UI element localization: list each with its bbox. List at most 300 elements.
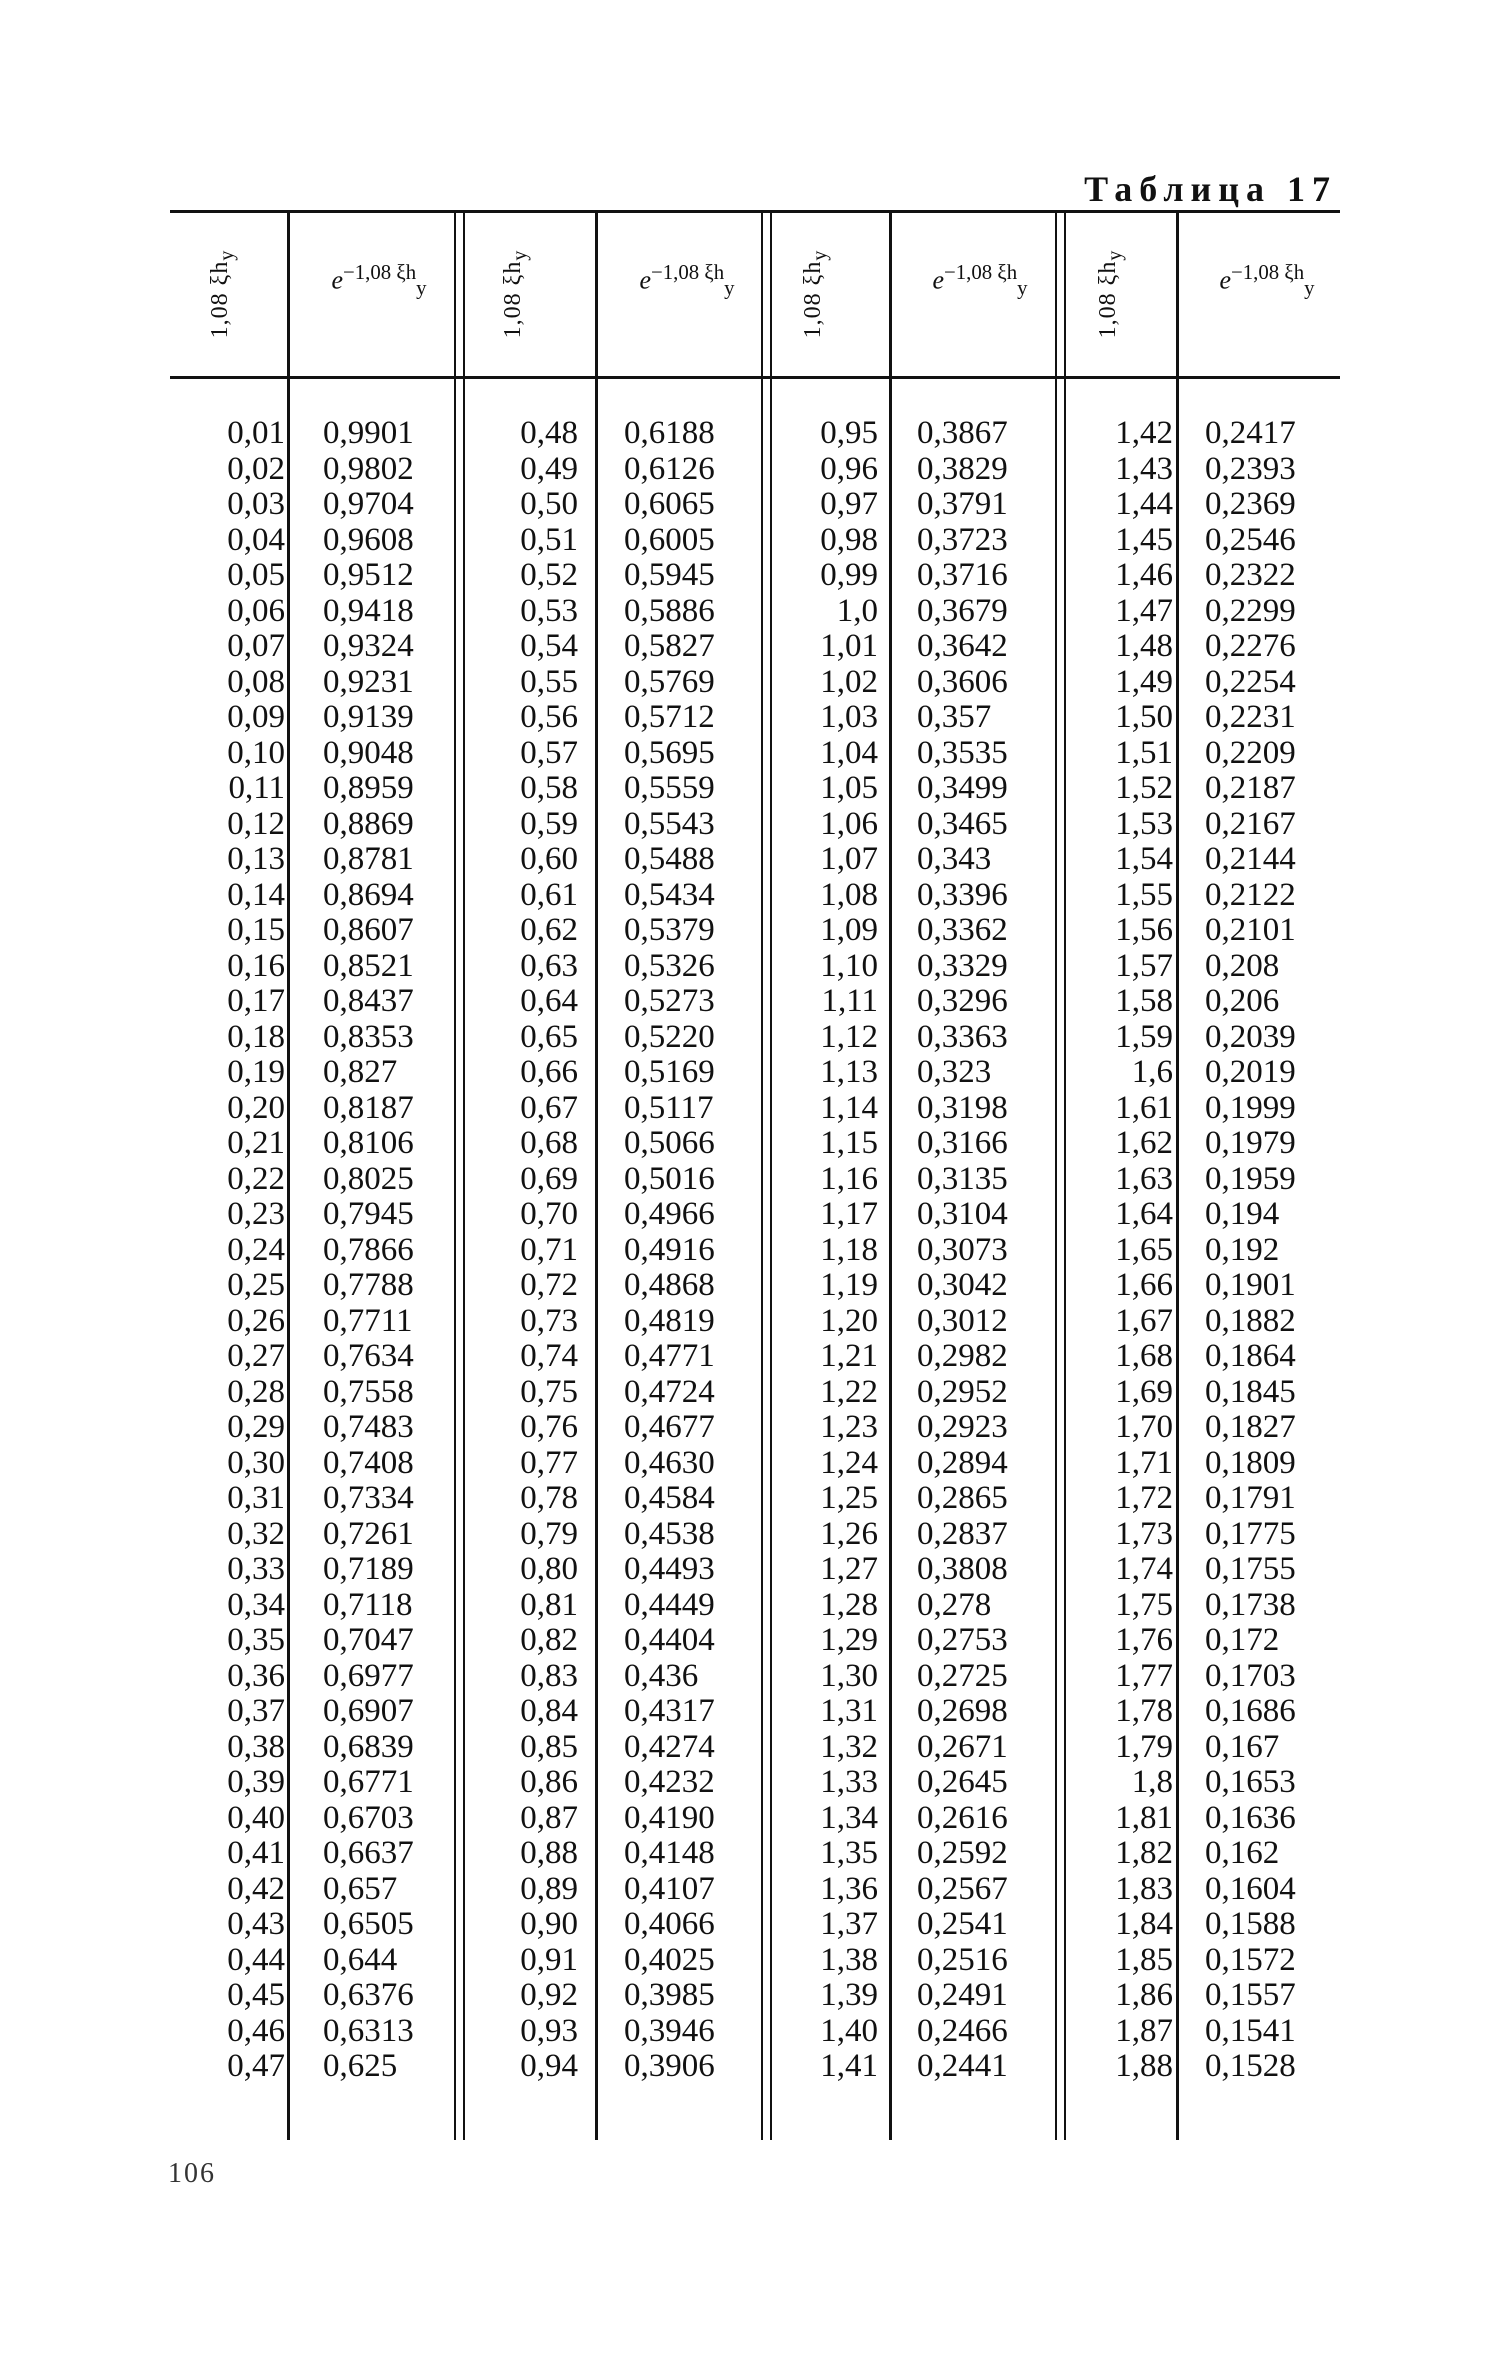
function-value-cell: 0,2616	[917, 1799, 1008, 1836]
argument-cell: 0,81	[520, 1586, 578, 1623]
argument-cell: 0,48	[520, 415, 578, 451]
function-value-cell: 0,1557	[1205, 1977, 1296, 2013]
argument-cell: 1,20	[820, 1302, 878, 1339]
function-value-cell: 0,2725	[917, 1657, 1008, 1694]
function-value-cell: 0,167	[1205, 1728, 1280, 1765]
function-value-cell: 0,3198	[917, 1089, 1008, 1126]
function-value-cell: 0,3791	[917, 486, 1008, 522]
function-value-cell: 0,1541	[1205, 2012, 1296, 2049]
function-value-cell: 0,5695	[624, 734, 715, 771]
function-value-cell: 0,3946	[624, 2012, 715, 2049]
function-value-cell: 0,5769	[624, 663, 715, 700]
argument-cell: 0,51	[520, 521, 578, 558]
argument-cell: 0,45	[227, 1977, 285, 2013]
argument-cell: 0,46	[227, 2012, 285, 2049]
function-value-cell: 0,8694	[323, 876, 414, 913]
function-column-header: $e^{-1,08 \xi h}_y$	[1219, 260, 1315, 300]
function-value-cell: 0,7189	[323, 1551, 414, 1587]
function-value-cell: 0,2209	[1205, 734, 1296, 771]
column-divider	[1176, 212, 1179, 2140]
argument-cell: 1,6	[1131, 1054, 1173, 1090]
argument-cell: 1,68	[1115, 1338, 1173, 1374]
function-value-cell: 0,2491	[917, 1977, 1008, 2013]
argument-cell: 0,35	[227, 1622, 285, 1658]
argument-cell: 0,71	[520, 1231, 578, 1268]
argument-cell: 0,59	[520, 805, 578, 842]
function-value-cell: 0,4493	[624, 1551, 715, 1587]
function-value-cell: 0,2753	[917, 1622, 1008, 1658]
argument-cell: 0,65	[520, 1018, 578, 1055]
argument-cell: 1,65	[1115, 1231, 1173, 1268]
argument-cell: 1,23	[820, 1409, 878, 1445]
function-value-cell: 0,4025	[624, 1941, 715, 1978]
function-value-cell: 0,5434	[624, 876, 715, 913]
column-divider	[889, 212, 892, 2140]
argument-header-label: 1,08 $\xi h_y$	[1095, 249, 1126, 339]
argument-header-label: 1,08 $\xi h_y$	[800, 249, 831, 339]
argument-cell: 1,66	[1115, 1267, 1173, 1303]
argument-cell: 0,23	[227, 1196, 285, 1232]
argument-cell: 0,98	[820, 521, 878, 558]
function-value-cell: 0,2923	[917, 1409, 1008, 1445]
argument-cell: 0,64	[520, 983, 578, 1019]
argument-cell: 1,28	[820, 1586, 878, 1623]
function-value-cell: 0,3135	[917, 1160, 1008, 1197]
argument-cell: 1,26	[820, 1515, 878, 1552]
function-value-cell: 0,2546	[1205, 521, 1296, 558]
argument-cell: 1,10	[820, 947, 878, 984]
function-value-cell: 0,2322	[1205, 557, 1296, 593]
argument-cell: 1,37	[820, 1906, 878, 1942]
function-value-cell: 0,436	[624, 1657, 699, 1694]
argument-cell: 1,53	[1115, 805, 1173, 842]
argument-cell: 0,60	[520, 841, 578, 877]
argument-cell: 1,09	[820, 912, 878, 948]
argument-cell: 1,15	[820, 1125, 878, 1161]
argument-cell: 1,49	[1115, 663, 1173, 700]
argument-cell: 0,75	[520, 1373, 578, 1410]
function-value-cell: 0,4966	[624, 1196, 715, 1232]
argument-column	[1073, 416, 1173, 2085]
argument-cell: 1,17	[820, 1196, 878, 1232]
argument-cell: 1,51	[1115, 734, 1173, 771]
function-value-cell: 0,2567	[917, 1870, 1008, 1907]
function-value-cell: 0,1809	[1205, 1444, 1296, 1481]
argument-cell: 0,07	[227, 628, 285, 664]
argument-cell: 0,12	[227, 805, 285, 842]
function-value-cell: 0,4449	[624, 1586, 715, 1623]
function-value-cell: 0,4819	[624, 1302, 715, 1339]
table-header-rule	[170, 376, 1340, 379]
argument-cell: 0,74	[520, 1338, 578, 1374]
argument-cell: 1,46	[1115, 557, 1173, 593]
function-value-cell: 0,6703	[323, 1799, 414, 1836]
function-value-cell: 0,1775	[1205, 1515, 1296, 1552]
function-value-cell: 0,1864	[1205, 1338, 1296, 1374]
argument-cell: 1,11	[821, 983, 878, 1019]
argument-cell: 0,37	[227, 1693, 285, 1729]
function-value-cell: 0,3867	[917, 415, 1008, 451]
argument-cell: 0,73	[520, 1302, 578, 1339]
function-value-cell: 0,7261	[323, 1515, 414, 1552]
argument-cell: 1,82	[1115, 1835, 1173, 1871]
argument-cell: 1,59	[1115, 1018, 1173, 1055]
function-value-column	[1205, 416, 1335, 2085]
function-value-cell: 0,5016	[624, 1160, 715, 1197]
function-value-cell: 0,1959	[1205, 1160, 1296, 1197]
function-value-cell: 0,8607	[323, 912, 414, 948]
function-value-cell: 0,2231	[1205, 699, 1296, 735]
argument-column	[478, 416, 578, 2085]
argument-cell: 0,93	[520, 2012, 578, 2049]
argument-cell: 0,31	[227, 1480, 285, 1516]
function-value-cell: 0,9139	[323, 699, 414, 735]
function-value-column	[624, 416, 754, 2085]
function-value-cell: 0,3499	[917, 770, 1008, 806]
argument-cell: 0,79	[520, 1515, 578, 1552]
function-value-cell: 0,2417	[1205, 415, 1296, 451]
function-value-cell: 0,2982	[917, 1338, 1008, 1374]
argument-cell: 0,30	[227, 1444, 285, 1481]
function-value-cell: 0,1572	[1205, 1941, 1296, 1978]
function-value-cell: 0,3042	[917, 1267, 1008, 1303]
function-value-cell: 0,9704	[323, 486, 414, 522]
function-value-cell: 0,3465	[917, 805, 1008, 842]
argument-cell: 1,36	[820, 1870, 878, 1907]
argument-cell: 1,72	[1115, 1480, 1173, 1516]
argument-cell: 1,31	[820, 1693, 878, 1729]
function-value-cell: 0,6771	[323, 1764, 414, 1800]
function-value-cell: 0,2276	[1205, 628, 1296, 664]
argument-cell: 1,39	[820, 1977, 878, 2013]
function-value-cell: 0,7788	[323, 1267, 414, 1303]
column-divider	[287, 212, 290, 2140]
function-value-cell: 0,5488	[624, 841, 715, 877]
argument-cell: 0,38	[227, 1728, 285, 1765]
argument-cell: 0,82	[520, 1622, 578, 1658]
function-value-cell: 0,5945	[624, 557, 715, 593]
function-value-cell: 0,9324	[323, 628, 414, 664]
function-value-cell: 0,1653	[1205, 1764, 1296, 1800]
function-value-cell: 0,5273	[624, 983, 715, 1019]
argument-cell: 0,43	[227, 1906, 285, 1942]
function-value-cell: 0,7483	[323, 1409, 414, 1445]
argument-cell: 1,67	[1115, 1302, 1173, 1339]
argument-cell: 0,69	[520, 1160, 578, 1197]
argument-cell: 1,06	[820, 805, 878, 842]
argument-cell: 1,63	[1115, 1160, 1173, 1197]
argument-cell: 0,22	[227, 1160, 285, 1197]
argument-cell: 1,55	[1115, 876, 1173, 913]
argument-column	[778, 416, 878, 2085]
argument-cell: 0,27	[227, 1338, 285, 1374]
argument-cell: 0,96	[820, 450, 878, 487]
argument-cell: 1,43	[1115, 450, 1173, 487]
function-value-cell: 0,2254	[1205, 663, 1296, 700]
argument-cell: 0,58	[520, 770, 578, 806]
argument-cell: 0,87	[520, 1799, 578, 1836]
function-value-cell: 0,7711	[323, 1302, 413, 1339]
argument-cell: 1,03	[820, 699, 878, 735]
function-value-cell: 0,3829	[917, 450, 1008, 487]
argument-cell: 1,14	[820, 1089, 878, 1126]
function-value-cell: 0,4771	[624, 1338, 715, 1374]
function-value-cell: 0,4724	[624, 1373, 715, 1410]
function-value-cell: 0,5712	[624, 699, 715, 735]
argument-cell: 0,53	[520, 592, 578, 629]
argument-cell: 1,58	[1115, 983, 1173, 1019]
function-column-header: $e^{-1,08 \xi h}_y$	[932, 260, 1028, 300]
argument-cell: 0,18	[227, 1018, 285, 1055]
argument-cell: 0,33	[227, 1551, 285, 1587]
argument-cell: 1,19	[820, 1267, 878, 1303]
function-value-cell: 0,8353	[323, 1018, 414, 1055]
argument-cell: 0,42	[227, 1870, 285, 1907]
argument-cell: 1,04	[820, 734, 878, 771]
argument-cell: 1,02	[820, 663, 878, 700]
argument-cell: 1,54	[1115, 841, 1173, 877]
function-value-cell: 0,1755	[1205, 1551, 1296, 1587]
argument-cell: 0,55	[520, 663, 578, 700]
function-value-cell: 0,4274	[624, 1728, 715, 1765]
argument-cell: 1,88	[1115, 2048, 1173, 2084]
function-value-cell: 0,3808	[917, 1551, 1008, 1587]
argument-cell: 1,45	[1115, 521, 1173, 558]
argument-cell: 0,08	[227, 663, 285, 700]
function-value-cell: 0,4630	[624, 1444, 715, 1481]
function-value-cell: 0,6907	[323, 1693, 414, 1729]
argument-cell: 1,18	[820, 1231, 878, 1268]
argument-cell: 0,62	[520, 912, 578, 948]
function-value-cell: 0,7118	[323, 1586, 413, 1623]
argument-cell: 0,57	[520, 734, 578, 771]
argument-cell: 1,85	[1115, 1941, 1173, 1978]
function-value-cell: 0,2837	[917, 1515, 1008, 1552]
argument-cell: 1,29	[820, 1622, 878, 1658]
function-value-cell: 0,5827	[624, 628, 715, 664]
function-value-cell: 0,6126	[624, 450, 715, 487]
function-value-cell: 0,644	[323, 1941, 398, 1978]
function-value-cell: 0,2039	[1205, 1018, 1296, 1055]
group-divider-double	[1055, 212, 1066, 2140]
argument-cell: 0,91	[520, 1941, 578, 1978]
argument-cell: 1,81	[1115, 1799, 1173, 1836]
argument-cell: 0,61	[520, 876, 578, 913]
function-value-cell: 0,4868	[624, 1267, 715, 1303]
function-value-cell: 0,5886	[624, 592, 715, 629]
argument-cell: 0,14	[227, 876, 285, 913]
function-value-cell: 0,172	[1205, 1622, 1280, 1658]
function-value-cell: 0,2894	[917, 1444, 1008, 1481]
argument-cell: 1,79	[1115, 1728, 1173, 1765]
argument-cell: 0,10	[227, 734, 285, 771]
function-value-cell: 0,6376	[323, 1977, 414, 2013]
argument-cell: 1,77	[1115, 1657, 1173, 1694]
function-value-column	[917, 416, 1047, 2085]
function-value-cell: 0,7866	[323, 1231, 414, 1268]
argument-cell: 0,05	[227, 557, 285, 593]
argument-cell: 0,26	[227, 1302, 285, 1339]
function-value-cell: 0,5326	[624, 947, 715, 984]
function-value-cell: 0,1703	[1205, 1657, 1296, 1694]
function-value-cell: 0,3073	[917, 1231, 1008, 1268]
function-value-cell: 0,657	[323, 1870, 398, 1907]
function-value-cell: 0,7945	[323, 1196, 414, 1232]
argument-cell: 0,15	[227, 912, 285, 948]
group-divider-double	[761, 212, 772, 2140]
argument-cell: 1,50	[1115, 699, 1173, 735]
function-value-cell: 0,2952	[917, 1373, 1008, 1410]
function-value-cell: 0,3606	[917, 663, 1008, 700]
argument-column-header	[1071, 224, 1151, 364]
function-value-cell: 0,8106	[323, 1125, 414, 1161]
argument-cell: 0,52	[520, 557, 578, 593]
argument-cell: 0,29	[227, 1409, 285, 1445]
argument-cell: 0,06	[227, 592, 285, 629]
argument-cell: 1,8	[1131, 1764, 1173, 1800]
function-value-cell: 0,206	[1205, 983, 1280, 1019]
function-value-cell: 0,3012	[917, 1302, 1008, 1339]
page-folio: 106	[168, 2158, 216, 2189]
argument-cell: 1,30	[820, 1657, 878, 1694]
argument-cell: 1,74	[1115, 1551, 1173, 1587]
argument-cell: 1,57	[1115, 947, 1173, 984]
function-value-cell: 0,4404	[624, 1622, 715, 1658]
argument-cell: 0,11	[228, 770, 285, 806]
function-value-cell: 0,1901	[1205, 1267, 1296, 1303]
argument-cell: 1,32	[820, 1728, 878, 1765]
function-value-cell: 0,3362	[917, 912, 1008, 948]
argument-cell: 0,50	[520, 486, 578, 522]
function-value-cell: 0,162	[1205, 1835, 1280, 1871]
function-value-cell: 0,1636	[1205, 1799, 1296, 1836]
argument-cell: 1,47	[1115, 592, 1173, 629]
function-value-cell: 0,278	[917, 1586, 992, 1623]
function-value-cell: 0,2865	[917, 1480, 1008, 1516]
function-value-cell: 0,5543	[624, 805, 715, 842]
function-value-cell: 0,9901	[323, 415, 414, 451]
argument-cell: 1,13	[820, 1054, 878, 1090]
argument-cell: 0,90	[520, 1906, 578, 1942]
argument-cell: 0,68	[520, 1125, 578, 1161]
argument-cell: 0,01	[227, 415, 285, 451]
function-value-cell: 0,7047	[323, 1622, 414, 1658]
function-value-cell: 0,4538	[624, 1515, 715, 1552]
function-column-header: $e^{-1,08 \xi h}_y$	[639, 260, 735, 300]
argument-header-label: 1,08 $\xi h_y$	[500, 249, 531, 339]
function-value-cell: 0,3329	[917, 947, 1008, 984]
argument-cell: 1,0	[836, 592, 878, 629]
argument-cell: 1,86	[1115, 1977, 1173, 2013]
argument-cell: 0,19	[227, 1054, 285, 1090]
argument-cell: 1,01	[820, 628, 878, 664]
function-value-cell: 0,2187	[1205, 770, 1296, 806]
function-value-cell: 0,2592	[917, 1835, 1008, 1871]
argument-cell: 1,08	[820, 876, 878, 913]
function-value-column	[323, 416, 453, 2085]
function-value-cell: 0,6977	[323, 1657, 414, 1694]
function-value-cell: 0,4107	[624, 1870, 715, 1907]
argument-cell: 0,99	[820, 557, 878, 593]
argument-column-header	[476, 224, 556, 364]
function-value-cell: 0,6065	[624, 486, 715, 522]
argument-cell: 1,12	[820, 1018, 878, 1055]
argument-cell: 0,40	[227, 1799, 285, 1836]
function-value-cell: 0,2393	[1205, 450, 1296, 487]
function-value-cell: 0,8187	[323, 1089, 414, 1126]
function-value-cell: 0,1882	[1205, 1302, 1296, 1339]
argument-cell: 0,80	[520, 1551, 578, 1587]
function-value-cell: 0,827	[323, 1054, 398, 1090]
argument-cell: 1,22	[820, 1373, 878, 1410]
argument-cell: 0,39	[227, 1764, 285, 1800]
function-value-cell: 0,9608	[323, 521, 414, 558]
function-column-header: $e^{-1,08 \xi h}_y$	[331, 260, 427, 300]
argument-cell: 0,86	[520, 1764, 578, 1800]
function-value-cell: 0,3535	[917, 734, 1008, 771]
function-value-cell: 0,3166	[917, 1125, 1008, 1161]
argument-cell: 1,62	[1115, 1125, 1173, 1161]
argument-cell: 0,20	[227, 1089, 285, 1126]
function-value-cell: 0,5066	[624, 1125, 715, 1161]
function-value-cell: 0,7558	[323, 1373, 414, 1410]
function-value-cell: 0,4317	[624, 1693, 715, 1729]
function-value-cell: 0,9802	[323, 450, 414, 487]
function-value-cell: 0,2671	[917, 1728, 1008, 1765]
function-value-cell: 0,1528	[1205, 2048, 1296, 2084]
function-value-cell: 0,3716	[917, 557, 1008, 593]
argument-cell: 1,76	[1115, 1622, 1173, 1658]
argument-cell: 1,84	[1115, 1906, 1173, 1942]
function-value-cell: 0,8437	[323, 983, 414, 1019]
function-value-cell: 0,1845	[1205, 1373, 1296, 1410]
function-value-cell: 0,2101	[1205, 912, 1296, 948]
function-value-cell: 0,2299	[1205, 592, 1296, 629]
argument-cell: 0,32	[227, 1515, 285, 1552]
argument-cell: 1,24	[820, 1444, 878, 1481]
argument-cell: 1,69	[1115, 1373, 1173, 1410]
argument-cell: 1,40	[820, 2012, 878, 2049]
argument-cell: 0,76	[520, 1409, 578, 1445]
function-value-cell: 0,2144	[1205, 841, 1296, 877]
argument-cell: 1,41	[820, 2048, 878, 2084]
argument-cell: 1,42	[1115, 415, 1173, 451]
argument-cell: 0,89	[520, 1870, 578, 1907]
function-value-cell: 0,7408	[323, 1444, 414, 1481]
argument-cell: 0,24	[227, 1231, 285, 1268]
function-value-cell: 0,5169	[624, 1054, 715, 1090]
function-value-cell: 0,323	[917, 1054, 992, 1090]
function-value-cell: 0,4584	[624, 1480, 715, 1516]
function-value-cell: 0,3906	[624, 2048, 715, 2084]
table-caption: Таблица 17	[1084, 169, 1337, 209]
argument-cell: 1,27	[820, 1551, 878, 1587]
function-value-cell: 0,2441	[917, 2048, 1008, 2084]
argument-cell: 0,88	[520, 1835, 578, 1871]
argument-cell: 1,56	[1115, 912, 1173, 948]
function-value-cell: 0,9418	[323, 592, 414, 629]
function-value-cell: 0,1791	[1205, 1480, 1296, 1516]
argument-cell: 0,95	[820, 415, 878, 451]
function-value-cell: 0,3396	[917, 876, 1008, 913]
function-value-cell: 0,8869	[323, 805, 414, 842]
argument-cell: 1,25	[820, 1480, 878, 1516]
argument-cell: 1,52	[1115, 770, 1173, 806]
argument-cell: 0,94	[520, 2048, 578, 2084]
function-value-cell: 0,5559	[624, 770, 715, 806]
argument-cell: 0,36	[227, 1657, 285, 1694]
function-value-cell: 0,5220	[624, 1018, 715, 1055]
